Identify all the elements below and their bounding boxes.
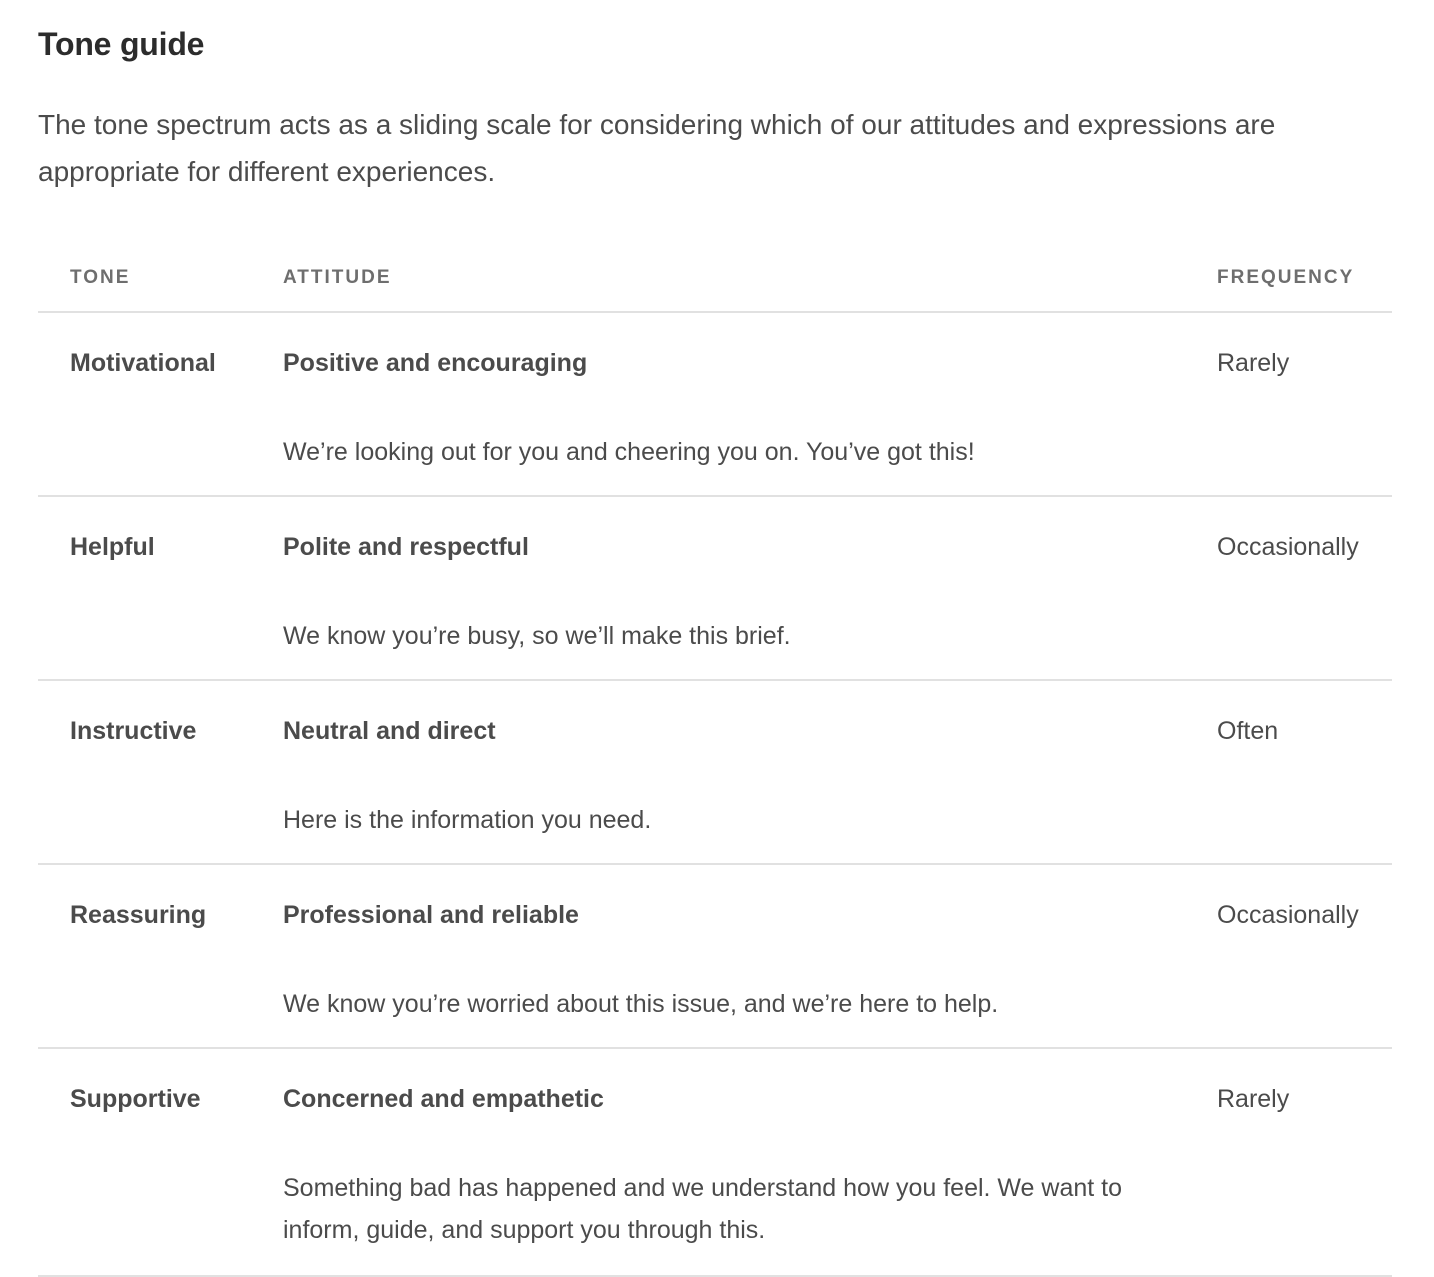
table-row [38,313,1392,497]
frequency-cell: Occasionally [1217,533,1359,561]
tone-cell: Reassuring [70,901,207,929]
table-row [38,497,1392,681]
attitude-description: Something bad has happened and we understand how you feel. We want to inform, guide, and support you through this. [283,1174,1123,1244]
intro-paragraph: The tone spectrum acts as a sliding scale for considering which of our attitudes and expressions are appropriate for different experiences. [38,109,1276,187]
attitude-description: We’re looking out for you and cheering you on. You’ve got this! [283,438,975,466]
attitude-description: We know you’re busy, so we’ll make this brief. [283,622,791,650]
frequency-cell: Occasionally [1217,901,1359,929]
attitude-title: Professional and reliable [283,901,579,929]
tone-cell: Instructive [70,717,197,745]
attitude-title: Positive and encouraging [283,349,588,377]
frequency-cell: Rarely [1217,349,1290,377]
tone-cell: Supportive [70,1085,201,1113]
frequency-cell: Rarely [1217,1085,1290,1113]
attitude-title: Concerned and empathetic [283,1085,604,1113]
header-tone: TONE [70,267,131,288]
table-header [38,248,1392,313]
page-title: Tone guide [38,26,205,62]
attitude-description: Here is the information you need. [283,806,652,834]
tone-cell: Helpful [70,533,155,561]
attitude-title: Neutral and direct [283,717,496,745]
attitude-title: Polite and respectful [283,533,529,561]
header-frequency: FREQUENCY [1217,267,1355,288]
tone-table [38,248,1392,1277]
table-row [38,681,1392,865]
header-attitude: ATTITUDE [283,267,392,288]
table-row [38,865,1392,1049]
frequency-cell: Often [1217,717,1279,745]
tone-cell: Motivational [70,349,216,377]
table-row [38,1049,1392,1277]
attitude-description: We know you’re worried about this issue, and we’re here to help. [283,990,999,1018]
